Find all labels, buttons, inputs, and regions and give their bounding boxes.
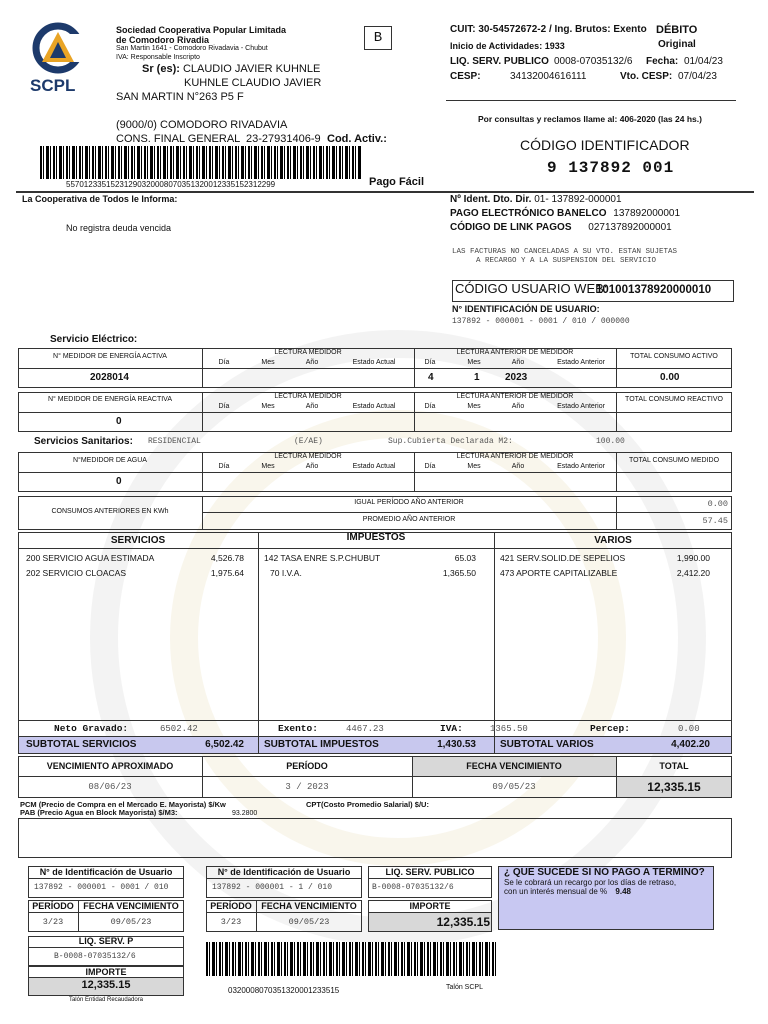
stub-periodo-value-2: 3/23 [220,917,242,927]
stub-liq-p-value: B-0008-07035132/6 [54,952,136,961]
venc-aprox-value: 08/06/23 [88,782,132,792]
customer-city: (9000/0) COMODORO RIVADAVIA [116,119,288,131]
liq-value: 0008-07035132/6 [554,56,633,67]
section-divider [16,191,754,193]
divider [28,947,184,948]
mes-label: Mes [261,403,275,410]
warning-text-1: Se le cobrará un recargo por los días de retraso, [504,878,677,887]
pab-note: PAB (Precio Agua en Block Mayorista) $/M3: [20,808,178,817]
customer-cuit: 23-27931406-9 [246,133,321,145]
customer-street: SAN MARTIN N°263 P5 F [116,91,244,103]
company-address: San Martin 1641 - Comodoro Rivadavia - Chubut [116,45,268,52]
total-reactive-label: TOTAL CONSUMO REACTIVO [625,396,723,403]
ident-row [450,194,622,205]
iva-label: IVA: [440,723,463,734]
subtotal-varios-value: 4,402.20 [671,739,710,750]
fecha-venc-value: 09/05/23 [492,782,536,792]
impuesto-desc: 70 I.V.A. [270,568,302,578]
exento-value: 4467.23 [346,724,384,734]
anio-label: Año [511,359,525,366]
pago-facil-label: Pago Fácil [369,176,425,188]
divider [258,736,259,754]
payment-barcode-bottom [206,942,496,976]
vario-amount: 2,412.20 [676,568,710,578]
divider [18,720,732,721]
start-activities: Inicio de Actividades: 1933 [450,41,565,51]
vario-desc: 421 SERV.SOLID.DE SEPELIOS [500,553,626,563]
notice-2: A RECARGO Y A LA SUSPENSION DEL SERVICIO [476,257,657,265]
vto-cesp-label: Vto. CESP: [620,71,673,82]
prev-anio-value: 2023 [505,372,528,383]
barcode-number-bottom: 032000807035132000123351​5 [228,986,340,995]
consultas-text: Por consultas y reclamos llame al: 406-2020 (las 24 hs.) [478,114,702,124]
reactive-meter-label: N° MEDIDOR DE ENERGÍA REACTIVA [47,396,173,403]
surface-value: 100.00 [596,437,625,446]
dia-label: Día [218,359,230,366]
invoice-letter: B [364,26,392,50]
banelco-value: 137892000001 [613,208,681,219]
customer-name-1: CLAUDIO JAVIER KUHNLE [182,63,321,75]
divider [28,878,184,879]
vario-amount: 1,990.00 [676,553,710,563]
warning-title: ¿ QUE SUCEDE SI NO PAGO A TERMINO? [504,867,705,878]
cpt-note: CPT(Costo Promedio Salarial) $/U: [306,800,429,809]
divider [202,512,732,513]
stub-liq-label: LIQ. SERV. PUBLICO [385,867,475,877]
notes-box [18,818,732,858]
venc-aprox-label: VENCIMIENTO APROXIMADO [46,761,174,771]
stub-user-id-label: N° de Identificación de Usuario [39,867,173,877]
stub-liq-value: B-0008-07035132/6 [372,883,454,892]
divider [18,412,732,413]
lectura-label: LECTURA MEDIDOR [274,393,342,400]
lectura-anterior-label: LECTURA ANTERIOR DE MEDIDOR [456,393,574,400]
link-value: 027137892000001 [588,222,672,233]
liq-label: LIQ. SERV. PUBLICO [450,56,549,67]
stub-fecha-venc-value: 09/05/23 [110,917,152,927]
header-divider [446,100,736,101]
ident-label: Nº Ident. Dto. Dir. [450,194,532,205]
subtotal-servicios-label: SUBTOTAL SERVICIOS [26,739,137,750]
user-id-value: 137892 - 000001 - 0001 / 010 / 000000 [452,317,630,326]
subtotal-servicios-value: 6,502.42 [205,739,244,750]
fecha-value: 01/04/23 [684,56,723,67]
info-message: No registra deuda vencida [66,223,172,233]
avg-value: 57.45 [702,516,728,526]
mes-label: Mes [467,463,481,470]
stub-fecha-venc-label-2: FECHA VENCIMIENTO [261,901,357,911]
anio-label: Año [305,403,319,410]
notice-1: LAS FACTURAS NO CANCELADAS A SU VTO. ESTAN SUJETAS [452,248,678,256]
reactive-meter-value: 0 [116,416,122,427]
header-cuit: CUIT: 30-54572672-2 / Ing. Brutos: Exento [450,24,647,35]
anio-label: Año [511,403,525,410]
original-label: Original [658,39,696,50]
divider [28,977,184,978]
banelco-label: PAGO ELECTRÓNICO BANELCO [450,208,607,219]
neto-label: Neto Gravado: [54,723,129,734]
activity-label: Cod. Activ.: [327,133,387,145]
estado-actual-label: Estado Actual [352,463,396,470]
total-active-value: 0.00 [660,372,680,383]
divider [206,878,362,879]
total-label: TOTAL [659,761,689,771]
fecha-label: Fecha: [646,56,679,67]
warning-rate: 9.48 [615,887,631,896]
talon-scpl-label: Talón SCPL [446,984,483,991]
stub-importe-value-2: 12,335.15 [81,979,131,991]
percep-value: 0.00 [678,724,700,734]
company-abbr: SCPL [30,76,76,95]
stub-fecha-venc-label: FECHA VENCIMIENTO [83,901,179,911]
water-meter-value: 0 [116,476,122,487]
customer-category: CONS. FINAL GENERAL [116,133,241,145]
stub-fecha-venc-value-2: 09/05/23 [288,917,330,927]
company-logo [28,22,90,78]
estado-anterior-label: Estado Anterior [557,403,605,410]
active-meter-value: 2028014 [90,372,129,383]
exento-label: Exento: [278,723,318,734]
banelco-row [450,208,680,219]
lectura-anterior-label: LECTURA ANTERIOR DE MEDIDOR [456,453,574,460]
neto-value: 6502.42 [160,724,198,734]
pab-value: 93.2800 [232,810,258,817]
avg-label: PROMEDIO AÑO ANTERIOR [362,516,456,523]
impuesto-row [270,568,480,578]
sanitary-title: Servicios Sanitarios: [34,436,133,447]
barcode-number-top: 55701233515231290320008070351320012335152312299 [66,180,276,189]
link-row [450,222,672,233]
divider [368,912,492,913]
electric-title: Servicio Eléctrico: [50,334,138,345]
estado-actual-label: Estado Actual [352,359,396,366]
mes-label: Mes [261,463,275,470]
servicio-desc: 202 SERVICIO CLOACAS [26,568,126,578]
dia-label: Día [424,463,436,470]
dia-label: Día [424,359,436,366]
customer-sr-label [142,63,320,75]
link-label: CÓDIGO DE LINK PAGOS [450,222,572,233]
mes-label: Mes [467,403,481,410]
stub-user-id-label-2: N° de Identificación de Usuario [217,867,351,877]
periodo-label: PERÍODO [286,761,328,771]
dia-label: Día [218,403,230,410]
varios-header: VARIOS [594,535,632,546]
mes-label: Mes [261,359,275,366]
servicio-amount: 4,526.78 [210,553,244,563]
lectura-label: LECTURA MEDIDOR [274,349,342,356]
dia-label: Día [218,463,230,470]
warning-text-2 [504,887,631,896]
user-id-label: N° IDENTIFICACIÓN DE USUARIO: [452,304,600,314]
surface-label: Sup.Cubierta Declarada M2: [388,437,513,446]
pcm-note: PCM (Precio de Compra en el Mercado E. Mayorista) $/Kw [20,800,226,809]
subtotal-impuestos-value: 1,430.53 [437,739,476,750]
lectura-label: LECTURA MEDIDOR [274,453,342,460]
divider [18,368,732,369]
divider [28,912,184,913]
web-code-label: CÓDIGO USUARIO WEB: [455,281,608,296]
stub-importe-label-2: IMPORTE [85,967,127,977]
impuesto-amount: 1,365.50 [442,568,476,578]
stub-periodo-label-2: PERÍODO [210,901,252,911]
servicio-row [26,553,246,563]
debit-label: DÉBITO [656,24,698,36]
impuesto-amount: 65.03 [454,553,476,563]
info-title: La Cooperativa de Todos le Informa: [22,194,178,204]
divider [368,878,492,879]
impuestos-header: IMPUESTOS [346,532,406,543]
servicio-amount: 1,975.64 [210,568,244,578]
active-meter-label: N° MEDIDOR DE ENERGÍA ACTIVA [53,353,167,360]
total-water-label: TOTAL CONSUMO MEDIDO [628,457,720,464]
anio-label: Año [511,463,525,470]
periodo-value: 3 / 2023 [285,782,329,792]
lectura-anterior-label: LECTURA ANTERIOR DE MEDIDOR [456,349,574,356]
stub-user-id-value-2: 137892 - 000001 - 1 / 010 [212,883,333,892]
vario-desc: 473 APORTE CAPITALIZABLE [500,568,618,578]
subtotal-impuestos-label: SUBTOTAL IMPUESTOS [264,739,379,750]
estado-anterior-label: Estado Anterior [557,463,605,470]
vario-row [500,568,710,578]
percep-label: Percep: [590,723,630,734]
estado-actual-label: Estado Actual [352,403,396,410]
divider [616,496,617,530]
subtotal-varios-label: SUBTOTAL VARIOS [500,739,594,750]
anio-label: Año [305,463,319,470]
estado-anterior-label: Estado Anterior [557,359,605,366]
servicio-row [26,568,246,578]
anio-label: Año [305,359,319,366]
company-name-2: de Comodoro Rivadia [116,35,210,45]
prev-mes-value: 1 [474,372,480,383]
payment-barcode-top [40,146,362,179]
talon-entidad-label: Talón Entidad Recaudadora [68,997,144,1003]
servicios-header: SERVICIOS [110,535,166,546]
stub-periodo-value: 3/23 [42,917,64,927]
divider [18,548,732,549]
company-name-1: Sociedad Cooperativa Popular Limitada [116,25,287,35]
company-iva: IVA: Responsable Inscripto [116,54,200,61]
total-active-label: TOTAL CONSUMO ACTIVO [630,353,718,360]
cesp-value: 34132004616111 [510,71,587,82]
impuesto-row [264,553,480,563]
prev-dia-value: 4 [428,372,434,383]
stub-user-id-value: 137892 - 000001 - 0001 / 010 [34,883,169,892]
divider [18,472,732,473]
sanitary-code: (E/AE) [294,437,323,446]
vario-row [500,553,710,563]
impuesto-desc: 142 TASA ENRE S.P.CHUBUT [264,553,381,563]
divider [206,912,362,913]
stub-periodo-label: PERÍODO [32,901,74,911]
warning-text-2-label: con un interés mensual de % [504,887,608,896]
codigo-identificador-label: CÓDIGO IDENTIFICADOR [520,137,690,153]
customer-name-2: KUHNLE CLAUDIO JAVIER [184,77,322,89]
stub-importe-value: 12,335.15 [436,915,490,929]
same-period-value: 0.00 [707,499,728,509]
vto-cesp-value: 07/04/23 [678,71,717,82]
sr-label: Sr (es): [142,63,180,75]
dia-label: Día [424,403,436,410]
sanitary-type: RESIDENCIAL [148,437,201,446]
codigo-identificador-value: 9 137892 001 [547,159,675,177]
fecha-venc-label: FECHA VENCIMIENTO [466,761,562,771]
cesp-label: CESP: [450,71,481,82]
prev-consumption-label: CONSUMOS ANTERIORES EN KWh [51,508,169,515]
stub-liq-p-label: LIQ. SERV. P [78,936,134,946]
same-period-label: IGUAL PERÍODO AÑO ANTERIOR [354,499,464,506]
servicio-desc: 200 SERVICIO AGUA ESTIMADA [26,553,155,563]
scpl-logo-icon [28,22,90,78]
divider [494,736,495,754]
ident-value: 01- 137892-000001 [534,194,622,205]
water-meter-label: N°MEDIDOR DE AGUA [73,457,147,464]
web-code-value: 101001378920000010 [596,284,712,296]
mes-label: Mes [467,359,481,366]
stub-importe-label: IMPORTE [409,901,451,911]
iva-value: 1365.50 [490,724,528,734]
total-value: 12,335.15 [647,780,701,794]
